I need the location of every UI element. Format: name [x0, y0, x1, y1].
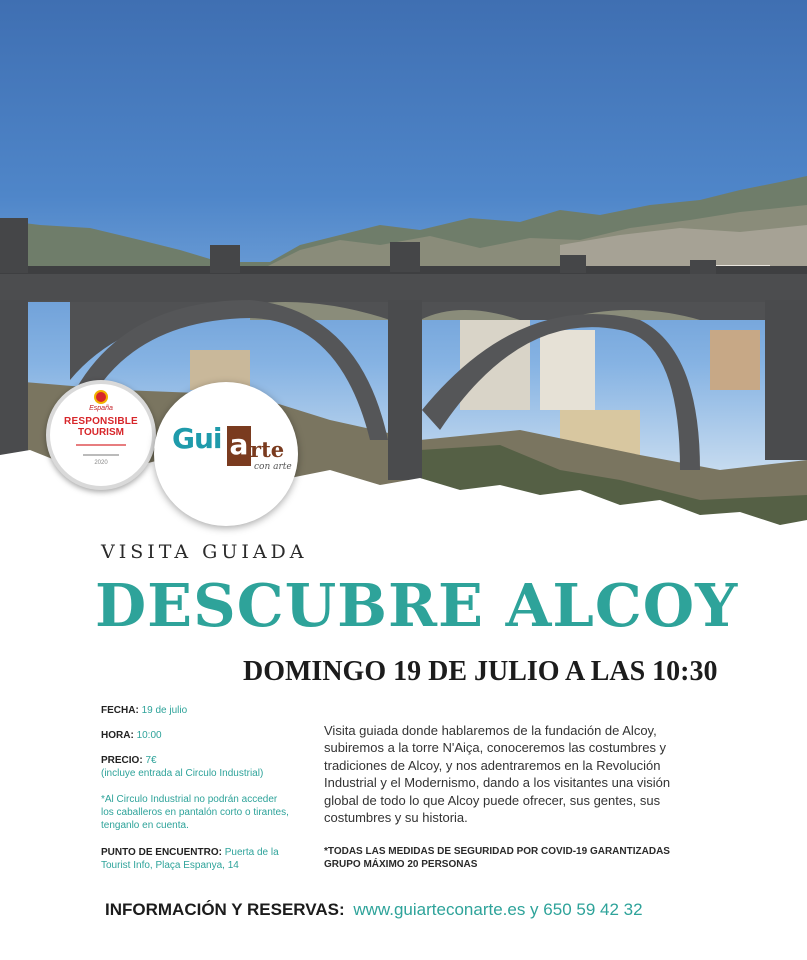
- badge-divider: [76, 444, 126, 446]
- bridge-tower: [390, 242, 420, 272]
- building: [540, 330, 595, 410]
- event-date: DOMINGO 19 DE JULIO A LAS 10:30: [243, 656, 718, 687]
- footer-contact-link[interactable]: www.guiarteconarte.es y 650 59 42 32: [353, 900, 643, 919]
- precio-value: 7€: [145, 755, 157, 766]
- kicker-visita-guiada: VISITA GUIADA: [101, 541, 308, 563]
- logo-tagline: con arte: [254, 462, 292, 472]
- covid-note: *TODAS LAS MEDIDAS DE SEGURIDAD POR COVID-19 GARANTIZADAS: [324, 846, 670, 857]
- bridge-pier: [388, 300, 422, 480]
- bridge-tower: [560, 255, 586, 273]
- fecha-label: FECHA:: [101, 705, 139, 716]
- responsible-tourism-badge: [46, 380, 156, 490]
- badge-line-tourism: TOURISM: [78, 427, 124, 438]
- spain-logo-icon: [94, 390, 108, 404]
- hora-label: HORA:: [101, 730, 134, 741]
- bridge-pier: [0, 300, 28, 460]
- badge-year: 2020: [94, 460, 108, 466]
- info-punto: [101, 846, 281, 872]
- badge-divider: [83, 454, 119, 456]
- dress-code-warning: *Al Circulo Industrial no podrán acceder los caballeros en pantalón corto o tirantes, tenganlo en cuenta.: [101, 794, 289, 831]
- punto-label: PUNTO DE ENCUENTRO:: [101, 847, 222, 858]
- guiarte-logo: [154, 382, 298, 526]
- badge-brand: España: [89, 405, 113, 412]
- bridge-tower: [210, 245, 240, 273]
- building: [710, 330, 760, 390]
- footer-contact: [105, 900, 643, 920]
- badge-line-responsible: RESPONSIBLE: [64, 416, 138, 427]
- logo-text-a: a: [227, 426, 251, 466]
- logo-text-gui: Gui: [172, 422, 222, 455]
- bridge-pier: [765, 300, 807, 460]
- info-hora: [101, 729, 301, 742]
- precio-label: PRECIO:: [101, 755, 143, 766]
- punto-value: Puerta de la Tourist Info, Plaça Espanya, 14: [101, 847, 279, 871]
- group-size-note: GRUPO MÁXIMO 20 PERSONAS: [324, 859, 478, 870]
- bridge-tower: [690, 260, 716, 274]
- bridge-tower: [0, 218, 28, 273]
- hora-value: 10:00: [136, 730, 162, 741]
- fecha-value: 19 de julio: [141, 705, 188, 716]
- info-fecha: [101, 704, 301, 717]
- bridge-deck: [0, 272, 807, 302]
- logo-text-rte: rte: [250, 437, 285, 462]
- precio-note: (incluye entrada al Circulo Industrial): [101, 768, 264, 779]
- safety-notes: [324, 845, 670, 871]
- tour-description: Visita guiada donde hablaremos de la fundación de Alcoy, subiremos a la torre N'Aiça, conoceremos las costumbres y tradiciones de Alcoy, y nos adentraremos en la Revolución Industrial y el Modernismo, dando a los visitantes una visión global de todo lo que Alcoy puede ofrecer, sus gentes, sus costumbres y su historia.: [324, 723, 671, 826]
- info-precio: [101, 754, 301, 780]
- page-title: DESCUBRE ALCOY: [95, 571, 739, 640]
- footer-label: INFORMACIÓN Y RESERVAS:: [105, 900, 345, 919]
